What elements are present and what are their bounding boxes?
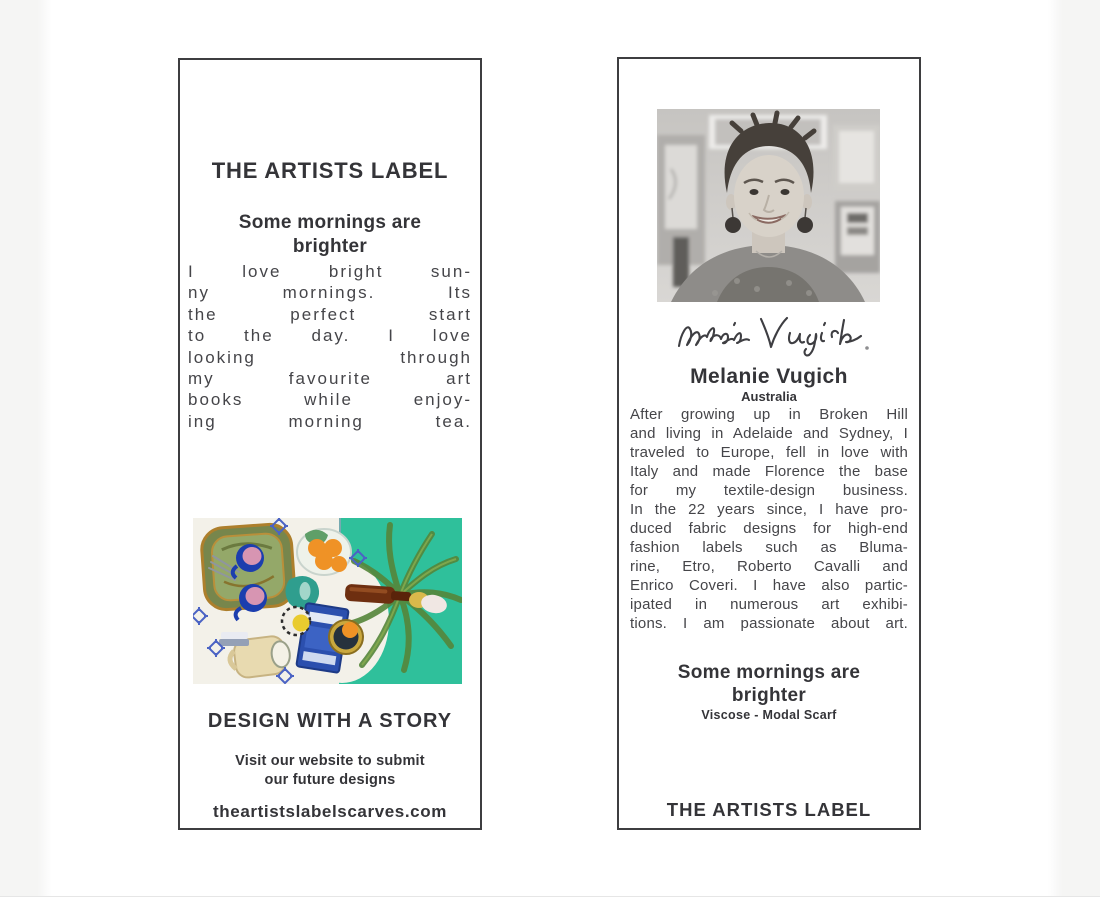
text-line: ipated in numerous art exhibi- xyxy=(630,596,908,613)
text-line: Enrico Coveri. I have also partic- xyxy=(630,577,908,594)
brand-name: THE ARTISTS LABEL xyxy=(211,158,449,183)
design-title-line: Some mornings are xyxy=(677,662,861,683)
text-line: books while enjoy- xyxy=(188,390,472,410)
material-label: Viscose - Modal Scarf xyxy=(701,708,837,722)
text-line: ny mornings. Its xyxy=(188,283,472,303)
design-story xyxy=(188,261,472,432)
website-url: theartistslabelscarves.com xyxy=(213,802,447,821)
text-line: fashion labels such as Bluma- xyxy=(630,539,908,556)
text-line: I love bright sun- xyxy=(188,262,472,281)
text-line: the perfect start xyxy=(188,304,472,324)
text-line: to the day. I love xyxy=(188,326,472,346)
brand-name: THE ARTISTS LABEL xyxy=(666,799,872,820)
text-line: ing morning tea. xyxy=(188,411,472,431)
website-cta xyxy=(180,752,480,790)
text-line: traveled to Europe, fell in love with xyxy=(630,444,908,461)
text-line: looking through xyxy=(188,347,472,367)
text-line: In the 22 years since, I have pro- xyxy=(630,501,908,518)
artist-bio xyxy=(630,405,908,633)
viewer-left-gutter xyxy=(0,0,52,897)
tagline: DESIGN WITH A STORY xyxy=(207,710,453,732)
text-line: and living in Adelaide and Sydney, I xyxy=(630,425,908,442)
website-cta-line: Visit our website to submit xyxy=(235,753,425,769)
website-cta-line: our future designs xyxy=(264,772,396,788)
tag-back xyxy=(617,57,921,830)
text-line: my favourite art xyxy=(188,369,472,389)
text-line: rine, Etro, Roberto Cavalli and xyxy=(630,558,908,575)
still-life-painting xyxy=(193,518,462,684)
artist-portrait-grayscale xyxy=(657,109,880,302)
text-line: tions. I am passionate about art. xyxy=(630,615,908,632)
artist-photo xyxy=(657,109,880,302)
design-title-line: Some mornings are xyxy=(238,212,422,233)
text-line: After growing up in Broken Hill xyxy=(630,406,908,423)
tag-front xyxy=(178,58,482,830)
artist-country: Australia xyxy=(741,389,797,404)
design-title-line: brighter xyxy=(292,236,368,257)
handwritten-signature xyxy=(671,306,871,360)
design-title-line: brighter xyxy=(731,685,807,706)
design-title xyxy=(180,211,480,259)
text-line: for my textile-design business. xyxy=(630,482,908,499)
viewer-right-gutter xyxy=(1048,0,1100,897)
design-title xyxy=(619,661,919,707)
text-line: duced fabric designs for high-end xyxy=(630,520,908,537)
scarf-artwork-image xyxy=(193,518,462,684)
text-line: Italy and made Florence the base xyxy=(630,463,908,480)
artist-signature xyxy=(671,306,871,360)
artist-name: Melanie Vugich xyxy=(690,365,848,388)
